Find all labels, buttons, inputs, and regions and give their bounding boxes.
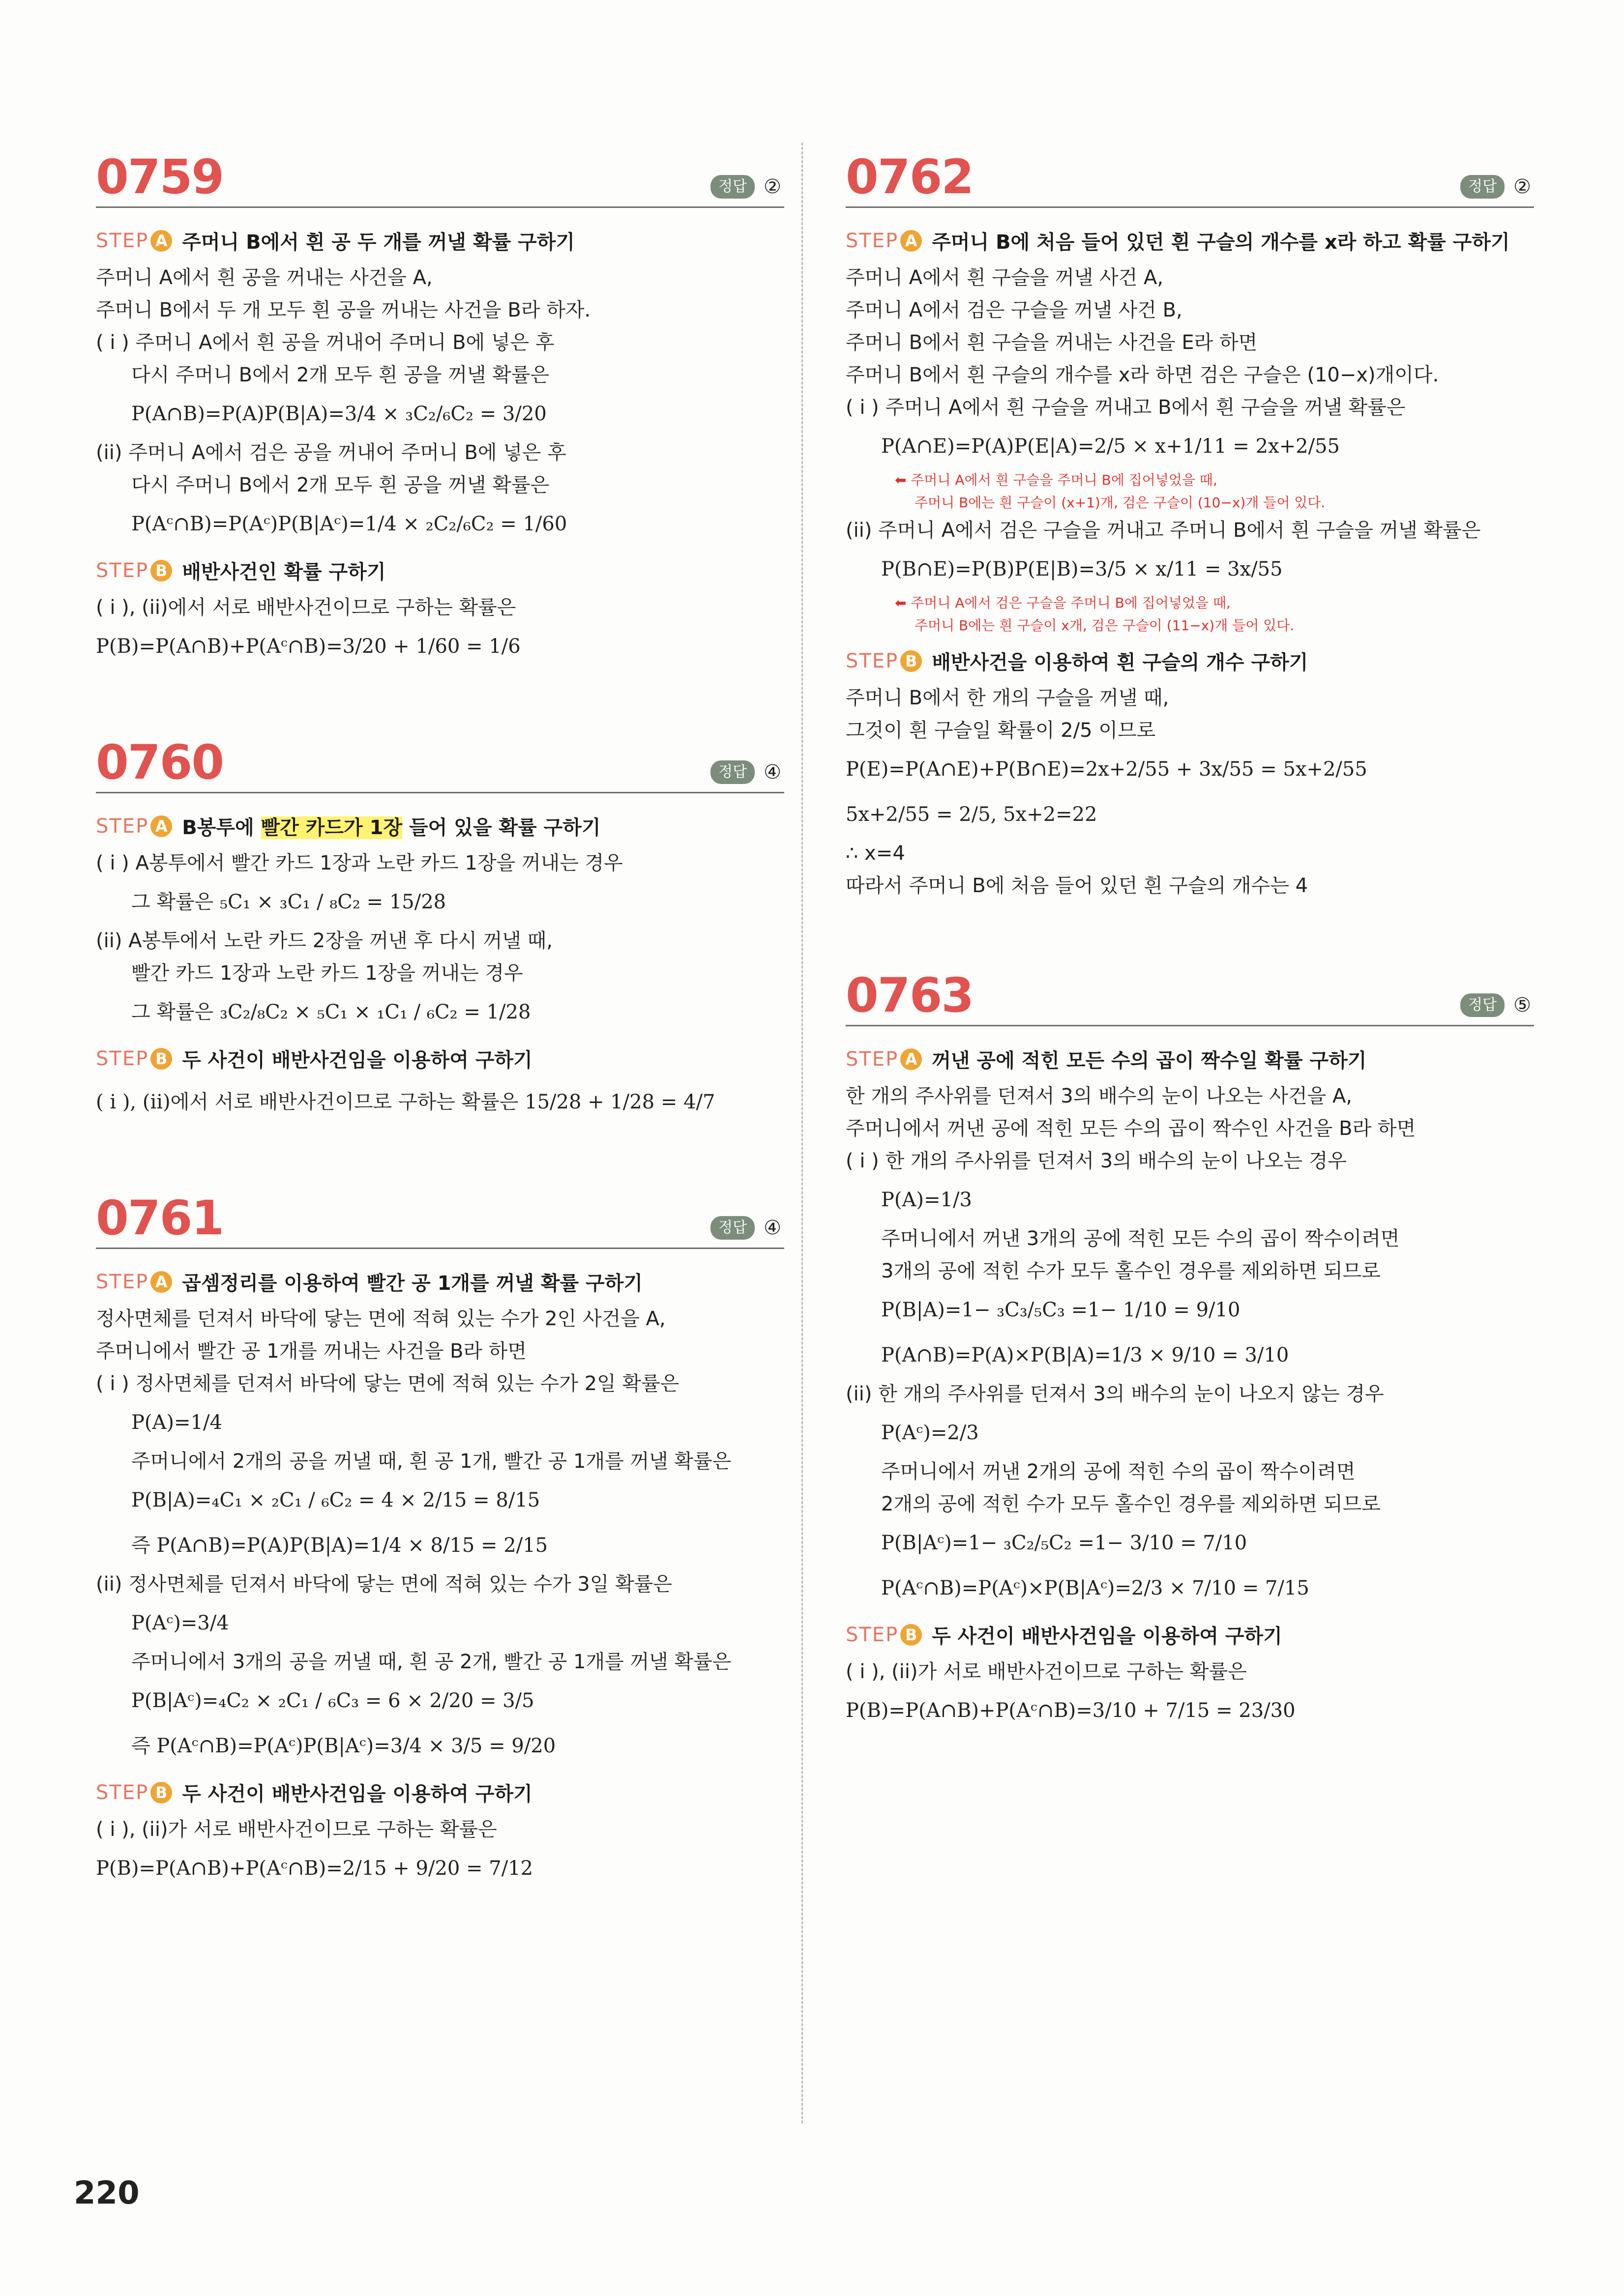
text-line: (ii) A봉투에서 노란 카드 2장을 꺼낸 후 다시 꺼낼 때, [96,930,553,952]
math-line: 그 확률은 ₅C₁ × ₃C₁ / ₈C₂ = 15/28 [131,891,446,913]
step-a-heading [96,812,784,840]
math-line: P(E)=P(A∩E)+P(B∩E)=2x+2/55 + 3x/55 = 5x+2/55 [846,758,1367,781]
step-a-heading [96,1268,784,1296]
math-line: P(Aᶜ)=3/4 [131,1612,229,1634]
step-title-part: B봉투에 [182,816,261,839]
text-line: 주머니 A에서 흰 구슬을 꺼낼 사건 A, [846,266,1164,289]
step-badge: B [900,1624,922,1646]
text-line: ( i ) A봉투에서 빨간 카드 1장과 노란 카드 1장을 꺼내는 경우 [96,852,623,874]
text-line: ( i ) 정사면체를 던져서 바닥에 닿는 면에 적혀 있는 수가 2일 확률은 [96,1372,679,1395]
math-line: P(B|A)=1− ₃C₃/₅C₃ =1− 1/10 = 9/10 [881,1299,1240,1321]
step-badge: A [150,1271,172,1293]
problem-number: 0760 [96,735,224,790]
highlighted-text: 빨간 카드가 1장 [261,816,403,839]
text-line: 정사면체를 던져서 바닥에 닿는 면에 적혀 있는 수가 2인 사건을 A, [96,1308,666,1330]
text-line: 주머니 B에서 두 개 모두 흰 공을 꺼내는 사건을 B라 하자. [96,299,591,321]
math-line: P(Aᶜ)=2/3 [881,1422,979,1444]
step-label: STEP [96,1781,149,1804]
step-label: STEP [846,649,899,672]
step-title: 주머니 B에 처음 들어 있던 흰 구슬의 개수를 x라 하고 확률 구하기 [932,231,1510,254]
math-line: P(B∩E)=P(B)P(E|B)=3/5 × x/11 = 3x/55 [881,558,1283,581]
problem-header [96,728,784,793]
step-badge: B [150,1048,172,1070]
answer-value: ② [764,175,781,198]
step-a-heading [96,227,784,255]
step-title: 곱셈정리를 이용하여 빨간 공 1개를 꺼낼 확률 구하기 [182,1272,643,1295]
answer-badge: 정답 [710,760,755,784]
answer-value: ② [1513,175,1531,198]
answer-value: ⑤ [1513,994,1531,1017]
step-title: 꺼낸 공에 적힌 모든 수의 곱이 짝수일 확률 구하기 [932,1049,1367,1072]
text-line: 다시 주머니 B에서 2개 모두 흰 공을 꺼낼 확률은 [131,474,550,496]
text-line: ( i ), (ii)가 서로 배반사건이므로 구하는 확률은 [846,1660,1247,1683]
answer-value: ④ [764,761,781,784]
text-line: 3개의 공에 적힌 수가 모두 홀수인 경우를 제외하면 되므로 [881,1260,1381,1282]
text-line: 주머니에서 빨간 공 1개를 꺼내는 사건을 B라 하면 [96,1340,527,1363]
answer-value: ④ [764,1217,781,1239]
math-line: P(B|Aᶜ)=₄C₂ × ₂C₁ / ₆C₃ = 6 × 2/20 = 3/5 [131,1689,534,1712]
step-badge: B [150,1782,172,1803]
math-line: 즉 P(A∩B)=P(A)P(B|A)=1/4 × 8/15 = 2/15 [131,1534,548,1557]
step-badge: B [150,560,172,581]
text-line: 주머니에서 꺼낸 2개의 공에 적힌 수의 곱이 짝수이려면 [881,1460,1356,1483]
step-b-heading [96,556,784,584]
step-a-heading [846,1045,1534,1073]
step-title [182,812,600,840]
problem-0759 [96,143,784,669]
step-a-heading [846,227,1534,255]
step-title: 두 사건이 배반사건임을 이용하여 구하기 [182,1783,532,1805]
step-title-part: 들어 있을 확률 구하기 [402,816,601,839]
step-b-heading [846,1621,1534,1649]
step-label: STEP [846,1623,899,1646]
answer-badge: 정답 [1460,993,1505,1017]
step-badge: A [150,230,172,252]
text-line: 한 개의 주사위를 던져서 3의 배수의 눈이 나오는 사건을 A, [846,1085,1353,1107]
problem-number: 0763 [846,968,974,1023]
problem-number: 0759 [96,149,224,204]
answer-box [710,175,781,199]
text-line: ∴ x=4 [846,842,905,865]
text-line: ( i ), (ii)에서 서로 배반사건이므로 구하는 확률은 [96,596,516,619]
text-line: 주머니 B에서 한 개의 구슬을 꺼낼 때, [846,687,1169,709]
step-b-heading [96,1778,784,1806]
text-line: (ii) 정사면체를 던져서 바닥에 닿는 면에 적혀 있는 수가 3일 확률은 [96,1573,673,1596]
answer-box [1460,175,1531,199]
problem-number: 0761 [96,1191,224,1246]
step-title: 두 사건이 배반사건임을 이용하여 구하기 [182,1049,532,1072]
math-line: P(B|Aᶜ)=1− ₃C₂/₅C₂ =1− 3/10 = 7/10 [881,1532,1247,1554]
text-line: 따라서 주머니 B에 처음 들어 있던 흰 구슬의 개수는 4 [846,874,1308,897]
step-label: STEP [846,1047,899,1071]
math-line: P(A)=1/4 [131,1411,222,1434]
answer-box [710,1216,781,1240]
math-line: P(B)=P(A∩B)+P(Aᶜ∩B)=3/10 + 7/15 = 23/30 [846,1699,1296,1722]
text-line: 주머니 B에서 흰 구슬의 개수를 x라 하면 검은 구슬은 (10−x)개이다. [846,364,1439,386]
problem-0763 [846,961,1534,1733]
text-line: 주머니 A에서 흰 공을 꺼내는 사건을 A, [96,266,433,289]
step-b-heading [846,647,1534,675]
math-line: P(B|A)=₄C₁ × ₂C₁ / ₆C₂ = 4 × 2/15 = 8/15 [131,1489,540,1511]
problem-header [96,143,784,208]
problem-0760 [96,728,784,1125]
step-b-heading [96,1045,784,1073]
math-line: ( i ), (ii)에서 서로 배반사건이므로 구하는 확률은 15/28 + 1/28 = 4/7 [96,1091,715,1113]
problem-0761 [96,1184,784,1891]
page-number: 220 [74,2175,140,2211]
answer-badge: 정답 [1460,175,1505,199]
step-label: STEP [96,1270,149,1293]
side-note: ⬅ 주머니 A에서 검은 구슬을 주머니 B에 집어넣었을 때, [895,595,1231,611]
math-line: P(Aᶜ∩B)=P(Aᶜ)P(B|Aᶜ)=1/4 × ₂C₂/₆C₂ = 1/60 [131,513,567,535]
right-column [846,143,1534,1792]
answer-box [1460,993,1531,1017]
step-title: 주머니 B에서 흰 공 두 개를 꺼낼 확률 구하기 [182,231,575,254]
text-line: 주머니 B에서 흰 구슬을 꺼내는 사건을 E라 하면 [846,331,1258,354]
text-line: 주머니 A에서 검은 구슬을 꺼낼 사건 B, [846,299,1182,321]
math-line: P(B)=P(A∩B)+P(Aᶜ∩B)=2/15 + 9/20 = 7/12 [96,1857,533,1880]
text-line: 주머니에서 꺼낸 공에 적힌 모든 수의 곱이 짝수인 사건을 B라 하면 [846,1117,1416,1140]
problem-header [846,961,1534,1026]
step-badge: A [900,230,922,252]
column-divider [801,143,803,2123]
text-line: ( i ) 주머니 A에서 흰 구슬을 꺼내고 B에서 흰 구슬을 꺼낼 확률은 [846,396,1406,419]
side-note: 주머니 B에는 흰 구슬이 (x+1)개, 검은 구슬이 (10−x)개 들어 있다. [915,494,1326,511]
step-label: STEP [96,1047,149,1070]
text-line: ( i ) 주머니 A에서 흰 공을 꺼내어 주머니 B에 넣은 후 [96,331,555,354]
text-line: 그것이 흰 구슬일 확률이 2/5 이므로 [846,719,1156,742]
step-title: 두 사건이 배반사건임을 이용하여 구하기 [932,1625,1282,1648]
step-title: 배반사건인 확률 구하기 [182,561,386,583]
math-line: P(Aᶜ∩B)=P(Aᶜ)×P(B|Aᶜ)=2/3 × 7/10 = 7/15 [881,1577,1309,1599]
math-line: P(A∩B)=P(A)×P(B|A)=1/3 × 9/10 = 3/10 [881,1344,1289,1366]
math-line: 5x+2/55 = 2/5, 5x+2=22 [846,803,1097,826]
math-line: P(A∩B)=P(A)P(B|A)=3/4 × ₃C₂/₆C₂ = 3/20 [131,403,547,425]
text-line: 2개의 공에 적힌 수가 모두 홀수인 경우를 제외하면 되므로 [881,1493,1381,1515]
text-line: 주머니에서 꺼낸 3개의 공에 적힌 모든 수의 곱이 짝수이려면 [881,1227,1400,1250]
text-line: (ii) 한 개의 주사위를 던져서 3의 배수의 눈이 나오지 않는 경우 [846,1383,1384,1405]
math-line: P(A∩E)=P(A)P(E|A)=2/5 × x+1/11 = 2x+2/55 [881,435,1340,458]
text-line: 빨간 카드 1장과 노란 카드 1장을 꺼내는 경우 [131,962,523,985]
math-line: 그 확률은 ₃C₂/₈C₂ × ₅C₁ × ₁C₁ / ₆C₂ = 1/28 [131,1001,531,1023]
problem-header [96,1184,784,1249]
step-badge: B [900,650,922,672]
side-note: ⬅ 주머니 A에서 흰 구슬을 주머니 B에 집어넣었을 때, [895,472,1217,488]
answer-badge: 정답 [710,1216,755,1240]
step-label: STEP [96,559,149,582]
math-line: 즉 P(Aᶜ∩B)=P(Aᶜ)P(B|Aᶜ)=3/4 × 3/5 = 9/20 [131,1735,556,1757]
text-line: 주머니에서 3개의 공을 꺼낼 때, 흰 공 2개, 빨간 공 1개를 꺼낼 확률은 [131,1651,732,1673]
math-line: P(A)=1/3 [881,1189,972,1211]
answer-badge: 정답 [710,175,755,199]
step-badge: A [900,1048,922,1070]
text-line: (ii) 주머니 A에서 검은 공을 꺼내어 주머니 B에 넣은 후 [96,441,566,464]
step-title: 배반사건을 이용하여 흰 구슬의 개수 구하기 [932,651,1308,674]
problem-header [846,143,1534,208]
problem-0762 [846,143,1534,902]
text-line: ( i ) 한 개의 주사위를 던져서 3의 배수의 눈이 나오는 경우 [846,1150,1347,1172]
answer-box [710,760,781,784]
text-line: 다시 주머니 B에서 2개 모두 흰 공을 꺼낼 확률은 [131,364,550,386]
left-column [96,143,784,1950]
text-line: (ii) 주머니 A에서 검은 구슬을 꺼내고 주머니 B에서 흰 구슬을 꺼낼 확률은 [846,519,1481,542]
step-label: STEP [96,229,149,252]
step-badge: A [150,815,172,837]
step-label: STEP [96,814,149,838]
side-note: 주머니 B에는 흰 구슬이 x개, 검은 구슬이 (11−x)개 들어 있다. [915,617,1295,634]
step-label: STEP [846,229,899,252]
math-line: P(B)=P(A∩B)+P(Aᶜ∩B)=3/20 + 1/60 = 1/6 [96,635,521,658]
problem-number: 0762 [846,149,974,204]
text-line: 주머니에서 2개의 공을 꺼낼 때, 흰 공 1개, 빨간 공 1개를 꺼낼 확률은 [131,1450,732,1473]
text-line: ( i ), (ii)가 서로 배반사건이므로 구하는 확률은 [96,1818,497,1841]
